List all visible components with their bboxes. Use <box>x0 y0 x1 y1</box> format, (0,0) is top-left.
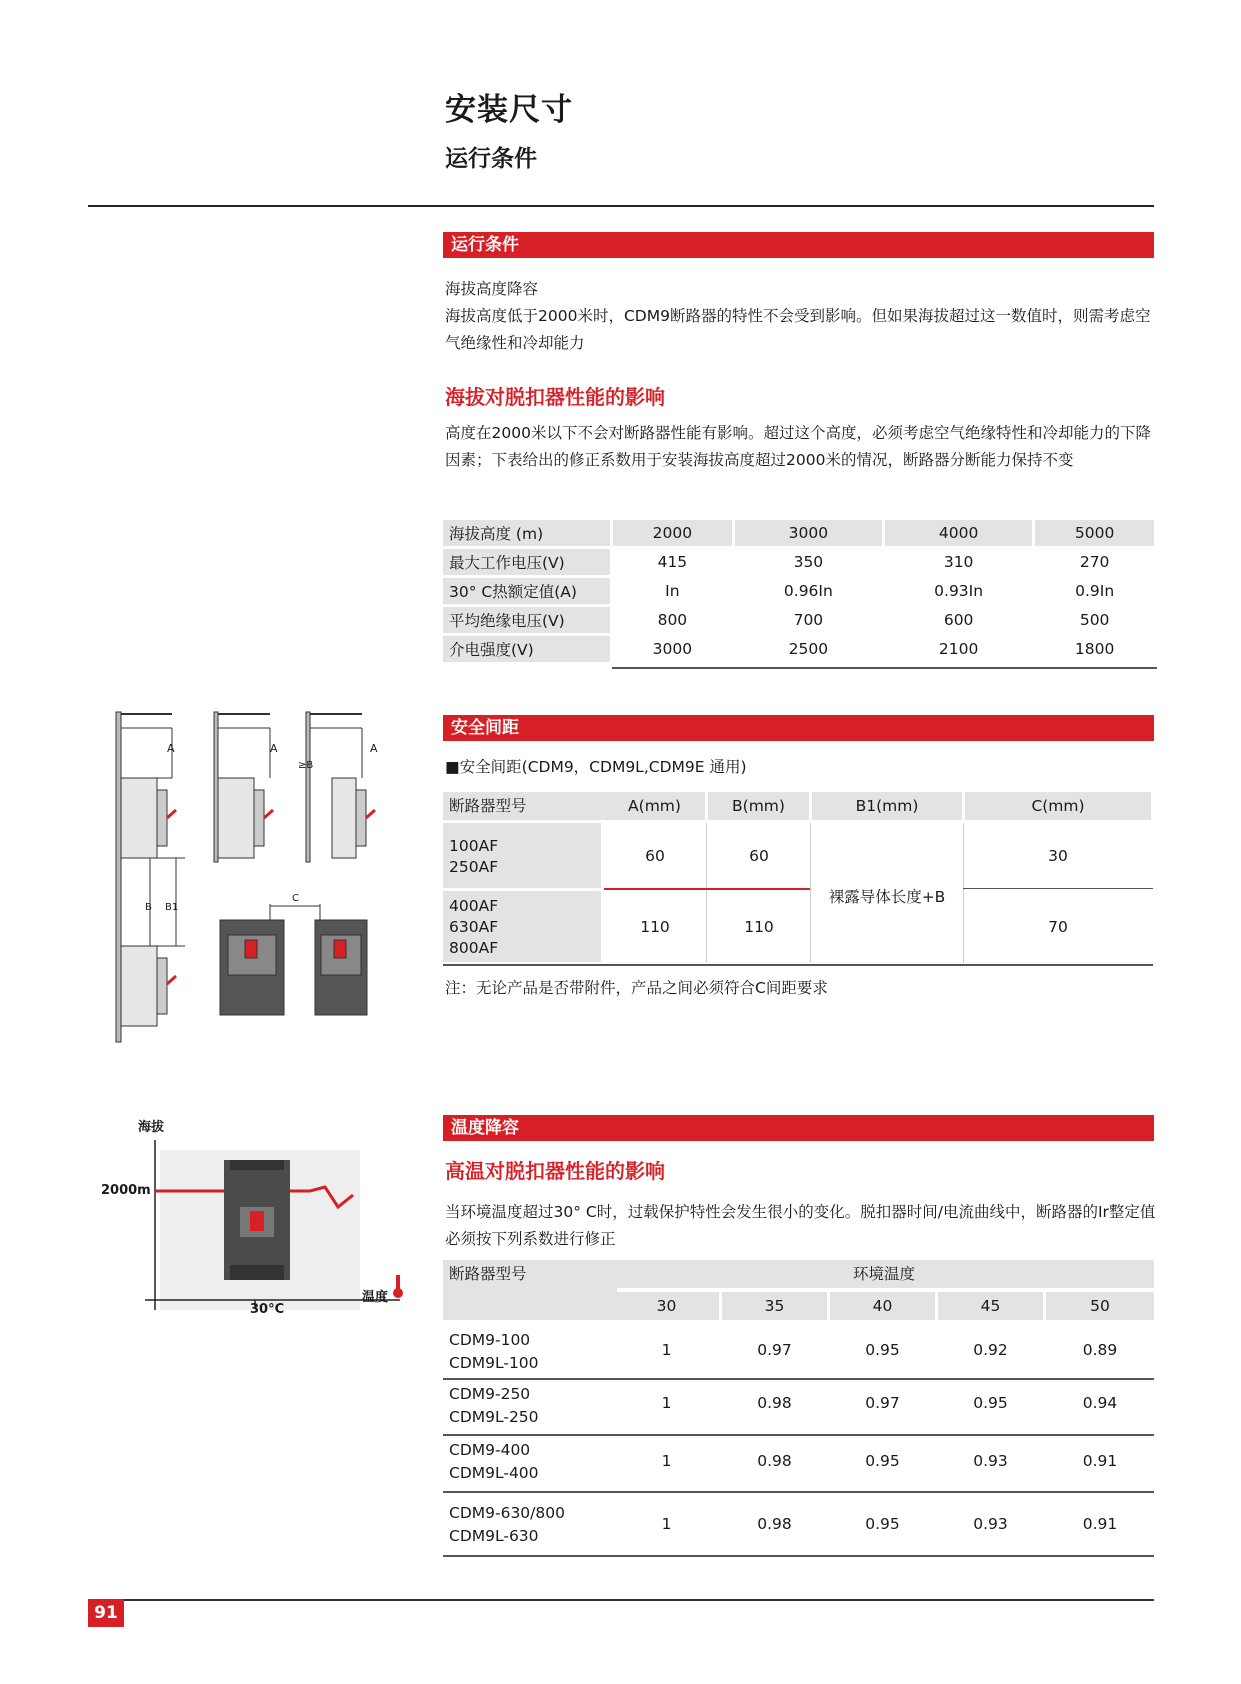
table-row <box>443 636 1154 662</box>
temp-header-model: 断路器型号 <box>443 1260 617 1320</box>
table-cell: 2500 <box>788 640 829 658</box>
section-bar-operating: 运行条件 <box>443 232 1154 258</box>
clearance-model: 630AF <box>449 918 499 936</box>
table-cell: 270 <box>1079 553 1110 571</box>
temp-model: CDM9L-250 <box>449 1408 539 1426</box>
clearance-header-model: 断路器型号 <box>443 792 607 820</box>
temp-value: 0.98 <box>757 1515 792 1533</box>
clearance-subtitle: ■安全间距(CDM9，CDM9L,CDM9E 通用) <box>445 758 747 776</box>
clearance-note: 注：无论产品是否带附件，产品之间必须符合C间距要求 <box>445 979 828 997</box>
temp-value: 1 <box>661 1515 672 1533</box>
temp-value: 1 <box>661 1341 672 1359</box>
section-bar-clearance: 安全间距 <box>443 715 1154 741</box>
temp-col-30: 30 <box>614 1292 719 1320</box>
graph-y-label: 海拔 <box>138 1120 165 1135</box>
clearance-header-c: C(mm) <box>965 792 1151 820</box>
temp-model: CDM9-100 <box>449 1331 531 1349</box>
table-row <box>443 578 1154 604</box>
table-row <box>443 607 1154 633</box>
col-divider <box>706 823 707 963</box>
temp-model: CDM9-400 <box>449 1441 531 1459</box>
clearance-c-1: 30 <box>1048 847 1068 865</box>
table-cell: In <box>665 582 680 600</box>
altitude-impact-title: 海拔对脱扣器性能的影响 <box>445 385 665 409</box>
temp-col-35: 35 <box>722 1292 827 1320</box>
table-cell: 3000 <box>652 640 693 658</box>
table-bottom-rule <box>612 667 1157 669</box>
clearance-a-1: 60 <box>645 847 665 865</box>
table-cell: 350 <box>793 553 824 571</box>
table-cell: 介电强度(V) <box>443 636 610 662</box>
temp-value: 0.89 <box>1082 1341 1118 1359</box>
diagram-label-ge-b: ≥B <box>298 760 314 771</box>
table-bottom-rule <box>443 964 1153 966</box>
clearance-model: 250AF <box>449 858 499 876</box>
table-row <box>443 549 1154 575</box>
temp-value: 0.95 <box>865 1515 900 1533</box>
header-divider <box>88 205 1154 207</box>
table-cell: 0.9In <box>1075 582 1115 600</box>
clearance-b-1: 60 <box>749 847 769 865</box>
temp-model: CDM9-630/800 <box>449 1504 565 1522</box>
clearance-header-b1: B1(mm) <box>812 792 962 820</box>
table-cell: 600 <box>943 611 974 629</box>
temp-value: 1 <box>661 1394 672 1412</box>
altitude-heading: 海拔高度降容 <box>445 280 539 298</box>
graph-y-tick: 2000m <box>101 1183 151 1198</box>
row-divider <box>443 1491 1154 1493</box>
table-cell: 0.93In <box>934 582 984 600</box>
page-subtitle: 运行条件 <box>445 146 537 172</box>
temp-value: 0.94 <box>1082 1394 1118 1412</box>
temp-model: CDM9L-630 <box>449 1527 539 1545</box>
table-cell: 2100 <box>938 640 979 658</box>
clearance-c-2: 70 <box>1048 918 1068 936</box>
clearance-model: 800AF <box>449 939 499 957</box>
altitude-table <box>440 517 1157 665</box>
temp-value: 0.93 <box>973 1452 1008 1470</box>
table-cell: 海拔高度 (m) <box>443 520 610 546</box>
clearance-b1-value: 裸露导体长度+B <box>828 888 946 906</box>
row-divider <box>443 1434 1154 1436</box>
row-divider <box>963 888 1153 889</box>
page-title: 安装尺寸 <box>445 92 573 128</box>
temp-value: 0.97 <box>865 1394 900 1412</box>
table-cell: 0.96In <box>783 582 833 600</box>
temperature-title: 高温对脱扣器性能的影响 <box>445 1159 665 1183</box>
clearance-model: 400AF <box>449 897 499 915</box>
temp-col-50: 50 <box>1046 1292 1154 1320</box>
temp-model: CDM9L-100 <box>449 1354 539 1372</box>
table-cell: 2000 <box>613 520 732 546</box>
graph-x-tick: 30°C <box>250 1302 285 1317</box>
clearance-model: 100AF <box>449 837 499 855</box>
table-cell: 平均绝缘电压(V) <box>443 607 610 633</box>
temp-value: 0.91 <box>1082 1452 1118 1470</box>
temp-col-40: 40 <box>830 1292 935 1320</box>
altitude-impact-text: 高度在2000米以下不会对断路器性能有影响。超过这个高度，必须考虑空气绝缘特性和冷却能力的下降因素；下表给出的修正系数用于安装海拔高度超过2000米的情况，断路器分断能力保持不变 <box>445 424 1151 469</box>
table-cell: 800 <box>657 611 688 629</box>
clearance-header-a: A(mm) <box>604 792 705 820</box>
temp-header-env: 环境温度 <box>614 1260 1154 1288</box>
clearance-b-2: 110 <box>744 918 774 936</box>
temp-model: CDM9L-400 <box>449 1464 539 1482</box>
diagram-label-b1: B1 <box>165 902 179 913</box>
temp-value: 0.95 <box>973 1394 1008 1412</box>
temp-value: 0.97 <box>757 1341 792 1359</box>
temp-value: 0.95 <box>865 1452 900 1470</box>
page-number: 91 <box>88 1599 124 1627</box>
table-cell: 最大工作电压(V) <box>443 549 610 575</box>
table-cell: 415 <box>657 553 688 571</box>
table-cell: 3000 <box>735 520 882 546</box>
footer-divider <box>124 1599 1154 1601</box>
temp-value: 0.91 <box>1082 1515 1118 1533</box>
diagram-label-a: A <box>167 742 175 755</box>
altitude-text: 海拔高度低于2000米时，CDM9断路器的特性不会受到影响。但如果海拔超过这一数值时，则需考虑空气绝缘性和冷却能力 <box>445 307 1151 352</box>
temp-model: CDM9-250 <box>449 1385 531 1403</box>
table-row <box>443 520 1154 546</box>
diagram-label-b: B <box>145 902 152 913</box>
clearance-diagram <box>110 710 400 1045</box>
table-cell: 700 <box>793 611 824 629</box>
temp-value: 0.95 <box>865 1341 900 1359</box>
temp-value: 0.92 <box>973 1341 1008 1359</box>
table-cell: 1800 <box>1074 640 1115 658</box>
table-bottom-rule <box>443 1555 1154 1557</box>
row-divider <box>443 1378 1154 1380</box>
clearance-header-b: B(mm) <box>708 792 809 820</box>
temp-value: 0.93 <box>973 1515 1008 1533</box>
temp-col-45: 45 <box>938 1292 1043 1320</box>
temperature-text: 当环境温度超过30° C时，过载保护特性会发生很小的变化。脱扣器时间/电流曲线中，断路器的Ir整定值必须按下列系数进行修正 <box>445 1203 1156 1248</box>
diagram-label-c: C <box>292 893 299 904</box>
diagram-label-a2: A <box>270 742 278 755</box>
col-divider <box>963 823 964 963</box>
col-divider <box>810 823 811 963</box>
temp-value: 1 <box>661 1452 672 1470</box>
graph-x-label: 温度 <box>362 1290 389 1305</box>
table-cell: 310 <box>943 553 974 571</box>
table-cell: 500 <box>1079 611 1110 629</box>
temp-value: 0.98 <box>757 1452 792 1470</box>
temp-value: 0.98 <box>757 1394 792 1412</box>
row-divider-red <box>604 888 810 890</box>
section-bar-temperature: 温度降容 <box>443 1115 1154 1141</box>
table-cell: 4000 <box>885 520 1032 546</box>
clearance-a-2: 110 <box>640 918 670 936</box>
diagram-label-a3: A <box>370 742 378 755</box>
table-cell: 5000 <box>1035 520 1154 546</box>
table-cell: 30° C热额定值(A) <box>443 578 610 604</box>
